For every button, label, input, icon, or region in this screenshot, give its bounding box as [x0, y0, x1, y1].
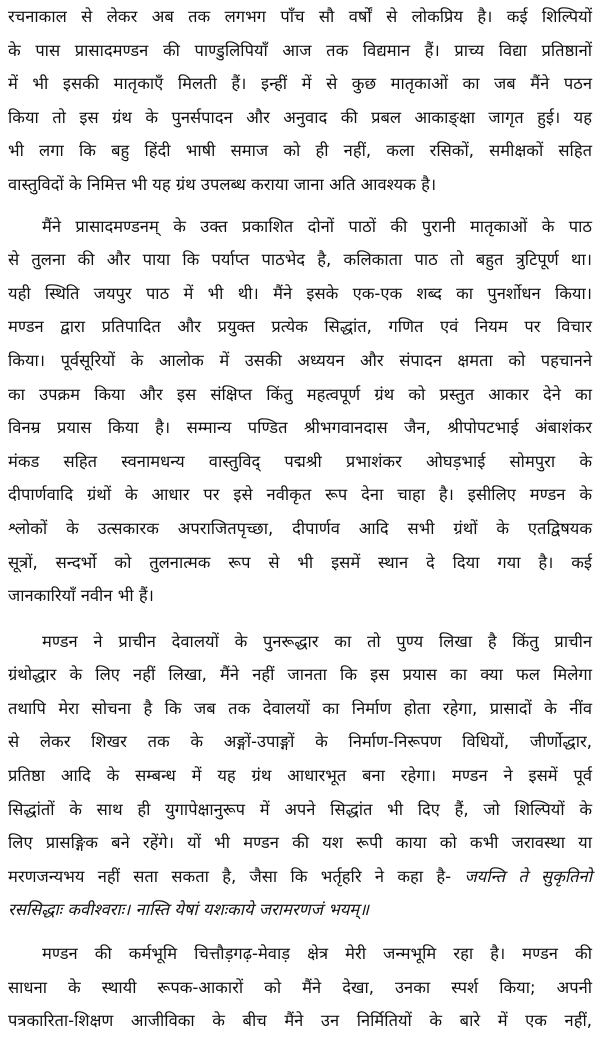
- text-line: सिद्धांतों के साथ ही युगापेक्षानुरूप में अपने सिद्धांत भी दिए हैं, जो शिल्पियों के: [8, 799, 592, 819]
- text-line: मण्डन द्वारा प्रतिपादित और प्रयुक्त प्रत्येक सिद्धांत, गणित एवं नियम पर विचार: [8, 317, 592, 337]
- text-line: वास्तुविदों के निमित्त भी यह ग्रंथ उपलब्ध कराया जाना अति आवश्यक है।: [8, 174, 437, 194]
- text-line: भी लगा कि बहु हिंदी भाषी समाज को ही नहीं, कला रसिकों, समीक्षकों सहित: [8, 141, 592, 161]
- text-line: किया तो इस ग्रंथ के पुनर्सपादन और अनुवाद की प्रबल आकाङ्क्षा जागृत हुई। यह: [8, 107, 592, 127]
- text-line: [8, 893, 592, 927]
- text-line: सूत्रों, सन्दर्भो को तुलनात्मक रूप से भी इसमें स्थान दे दिया गया है। कई: [8, 552, 592, 572]
- text-line: लिए प्रासङ्गिक बने रहेंगे। यों भी मण्डन की यश रूपी काया को कभी जरावस्था या: [8, 833, 592, 853]
- text-line: जानकारियाँ नवीन भी हैं।: [8, 586, 154, 606]
- text-line: मंकड सहित स्वनामधन्य वास्तुविद् पद्मश्री प्रभाशंकर ओघड़भाई सोमपुरा के: [8, 451, 592, 471]
- text-line: मण्डन ने प्राचीन देवालयों के पुनरूद्धार का तो पुण्य लिखा है किंतु प्राचीन: [42, 631, 592, 651]
- text-line: दीपार्णवादि ग्रंथों के आधार पर इसे नवीकृत रूप देना चाहा है। इसीलिए मण्डन के: [8, 485, 592, 505]
- verse-quote-start: जयन्ति ते सुकृतिनो: [464, 866, 592, 886]
- text-line: रचनाकाल से लेकर अब तक लगभग पाँच सौ वर्षों से लोकप्रिय है। कई शिल्पियों: [8, 7, 592, 26]
- paragraph-3: [8, 625, 592, 927]
- verse-quote-end: रससिद्धाः कवीश्वराः। नास्ति येषां यशःकाये जरामरणजं भयम्॥: [8, 900, 370, 920]
- document-page: [8, 0, 592, 1031]
- text-line: श्लोकों के उत्सकारक अपराजितपृच्छा, दीपार्णव आदि सभी ग्रंथों के एतद्विषयक: [8, 518, 592, 538]
- text-line: यही स्थिति जयपुर पाठ में भी थी। मैंने इसके एक-एक शब्द का पुनर्शोधन किया।: [8, 283, 592, 303]
- text-line: [8, 860, 592, 894]
- text-line: साधना के स्थायी रूपक-आकारों को मैंने देखा, उनका स्पर्श किया; अपनी: [8, 977, 592, 997]
- text-line: पत्रकारिता-शिक्षण आजीविका के बीच मैंने उन निर्मितियों के बारे में एक नहीं,: [8, 1011, 592, 1031]
- text-line: मैंने प्रासादमण्डनम् के उक्त प्रकाशित दोनों पाठों की पुरानी मातृकाओं के पाठ: [42, 216, 592, 236]
- text-line: से लेकर शिखर तक के अङ्गों-उपाङ्गों के निर्माण-निरूपण विधियों, जीर्णोद्धार,: [8, 732, 592, 752]
- text-line: विनम्र प्रयास किया है। सम्मान्य पण्डित श्रीभगवानदास जैन, श्रीपोपटभाई अंबाशंकर: [8, 418, 592, 438]
- quote-lead-text: मरणजन्यभय नहीं सता सकता है, जैसा कि भर्तृहरि ने कहा है-: [8, 866, 452, 886]
- paragraph-2: [8, 210, 592, 613]
- text-line: प्रतिष्ठा आदि के सम्बन्ध में यह ग्रंथ आधारभूत बना रहेगा। मण्डन ने इसमें पूर्व: [8, 766, 592, 786]
- text-line: किया। पूर्वसूरियों के आलोक में उसकी अध्ययन और संपादन क्षमता को पहचानने: [8, 350, 592, 370]
- text-line: ग्रंथोद्धार के लिए नहीं लिखा, मैंने नहीं जानता कि इस प्रयास का क्या फल मिलेगा: [8, 665, 592, 685]
- text-line: मण्डन की कर्मभूमि चित्तौड़गढ़-मेवाड़ क्षेत्र मेरी जन्मभूमि रहा है। मण्डन की: [42, 944, 592, 964]
- text-line: तथापि मेरा सोचना है कि जब तक देवालयों का निर्माण होता रहेगा, प्रासादों के नींव: [8, 698, 592, 718]
- text-line: के पास प्रासादमण्डन की पाण्डुलिपियाँ आज तक विद्यमान हैं। प्राच्य विद्या प्रतिष्ठानों: [8, 40, 592, 60]
- text-line: से तुलना की और पाया कि पर्याप्त पाठभेद है, कलिकाता पाठ तो बहुत त्रुटिपूर्ण था।: [8, 250, 592, 270]
- paragraph-1: [8, 0, 592, 202]
- text-line: में भी इसकी मातृकाएँ मिलती हैं। इन्हीं में से कुछ मातृकाओं का जब मैंने पठन: [8, 74, 592, 94]
- paragraph-4: [8, 937, 592, 1038]
- text-line: का उपक्रम किया और इस संक्षिप्त किंतु महत्वपूर्ण ग्रंथ को प्रस्तुत आकार देने का: [8, 384, 592, 404]
